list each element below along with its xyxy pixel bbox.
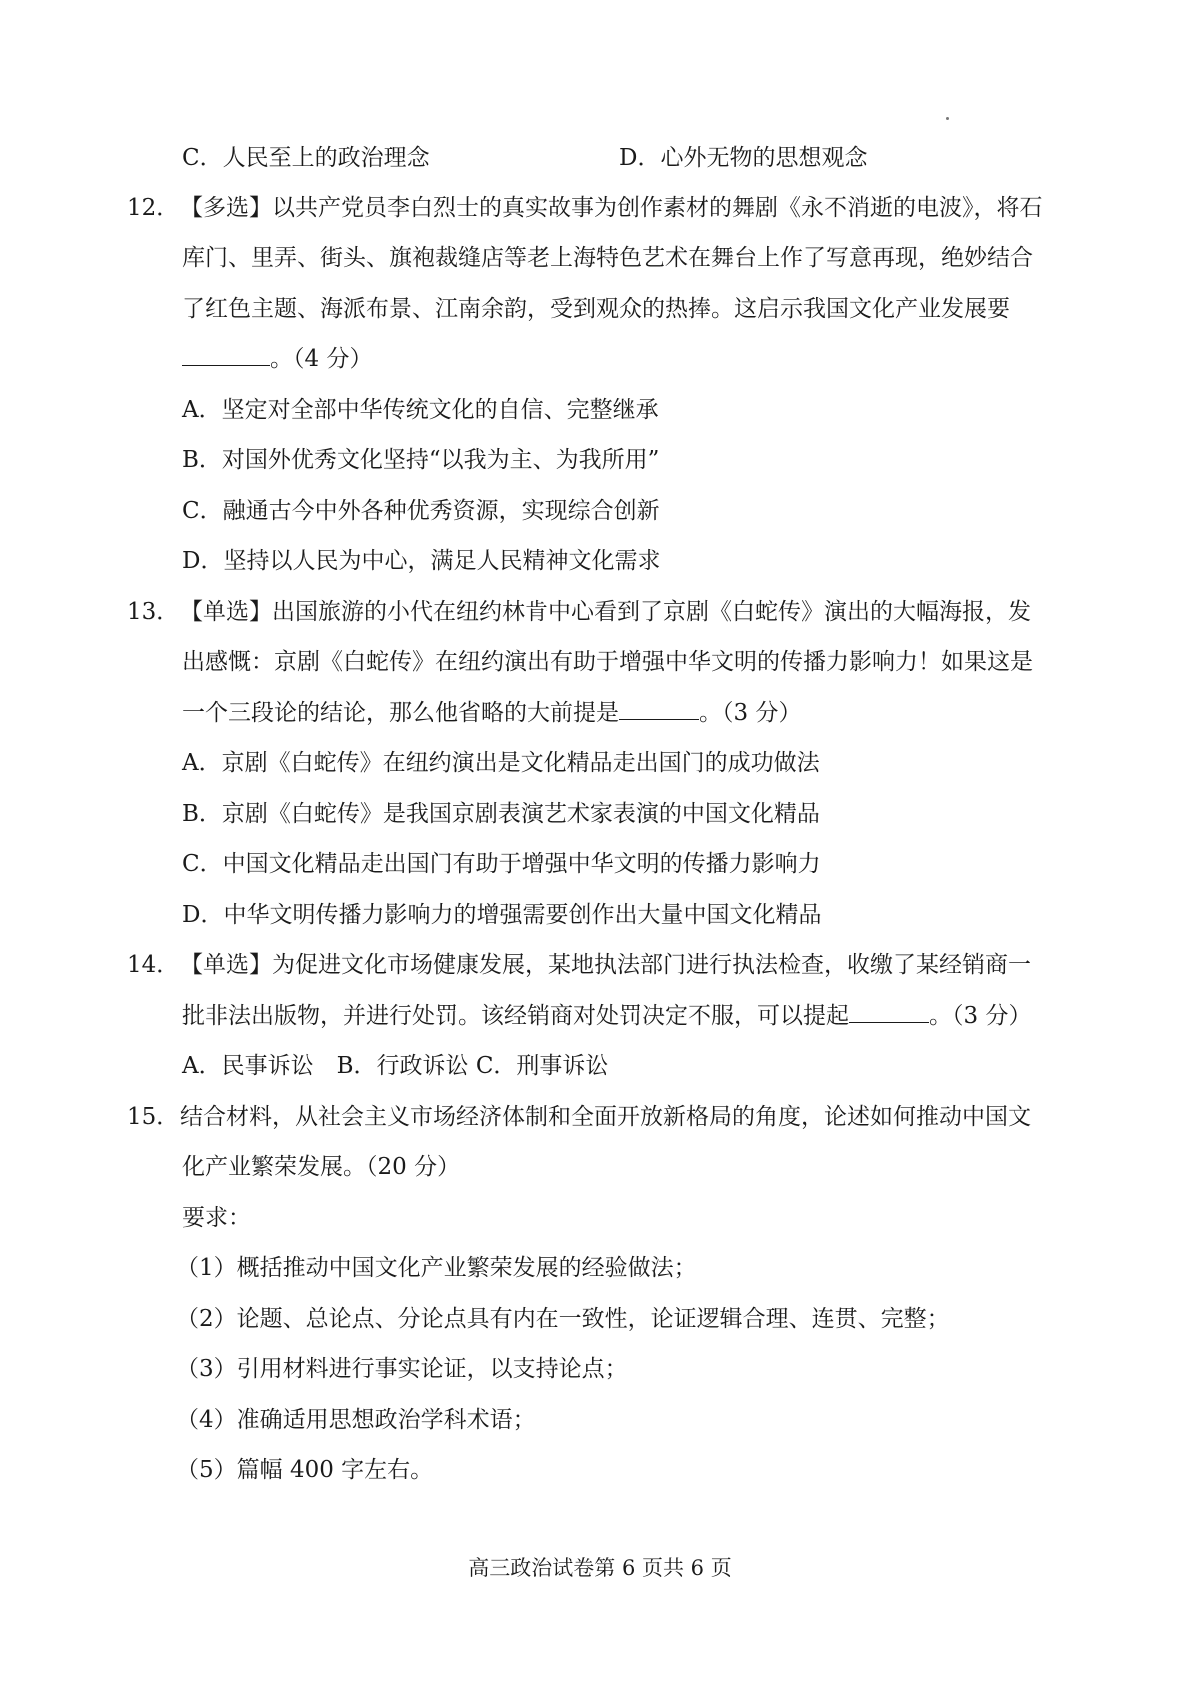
- q12-stem-line3: 了红色主题、海派布景、江南余韵，受到观众的热捧。这启示我国文化产业发展要: [182, 296, 1010, 322]
- q15-requirement-2: （2）论题、总论点、分论点具有内在一致性，论证逻辑合理、连贯、完整；: [176, 1306, 950, 1332]
- q13-stem-line3-text: 一个三段论的结论，那么他省略的大前提是: [182, 700, 619, 726]
- q12-number: 12．: [127, 195, 180, 221]
- q15-requirement-1: （1）概括推动中国文化产业繁荣发展的经验做法；: [176, 1255, 697, 1281]
- q13-stem-line1: 【单选】出国旅游的小代在纽约林肯中心看到了京剧《白蛇传》演出的大幅海报，发: [180, 599, 1031, 625]
- q11-option-c: C．人民至上的政治理念: [182, 145, 430, 171]
- q13-stem-line3: [182, 696, 801, 730]
- answer-blank: [849, 1000, 929, 1023]
- q11-option-d: D．心外无物的思想观念: [619, 145, 868, 171]
- q12-option-d: D．坚持以人民为中心，满足人民精神文化需求: [182, 548, 661, 574]
- scan-speck: [946, 117, 949, 120]
- q13-score: 。（3 分）: [699, 700, 802, 726]
- q13-option-a: A．京剧《白蛇传》在纽约演出是文化精品走出国门的成功做法: [182, 750, 820, 776]
- q15-requirements-title: 要求：: [182, 1205, 251, 1231]
- q12-option-c: C．融通古今中外各种优秀资源，实现综合创新: [182, 498, 660, 524]
- q14-stem-line2-text: 批非法出版物，并进行处罚。该经销商对处罚决定不服，可以提起: [182, 1003, 849, 1029]
- q12-score: 。（4 分）: [270, 346, 373, 372]
- q13-option-c: C．中国文化精品走出国门有助于增强中华文明的传播力影响力: [182, 851, 821, 877]
- q15-requirement-5: （5）篇幅 400 字左右。: [176, 1457, 434, 1483]
- q13-option-d: D．中华文明传播力影响力的增强需要创作出大量中国文化精品: [182, 902, 822, 928]
- q12-option-b: B．对国外优秀文化坚持“以我为主、为我所用”: [182, 447, 660, 473]
- q14-stem-line1: 【单选】为促进文化市场健康发展，某地执法部门进行执法检查，收缴了某经销商一: [180, 952, 1031, 978]
- q13-number: 13．: [127, 599, 180, 625]
- answer-blank: [619, 697, 699, 720]
- answer-blank: [182, 343, 270, 366]
- q15-stem-line2: 化产业繁荣发展。（20 分）: [182, 1154, 461, 1180]
- q14-options: A．民事诉讼 B．行政诉讼 C．刑事诉讼: [182, 1053, 609, 1079]
- q14-number: 14．: [127, 952, 180, 978]
- q12-option-a: A．坚定对全部中华传统文化的自信、完整继承: [182, 397, 659, 423]
- q15-number: 15．: [127, 1104, 180, 1130]
- q13-stem-line2: 出感慨：京剧《白蛇传》在纽约演出有助于增强中华文明的传播力影响力！如果这是: [182, 649, 1033, 675]
- q15-stem-line1: 结合材料，从社会主义市场经济体制和全面开放新格局的角度，论述如何推动中国文: [180, 1104, 1031, 1130]
- q15-requirement-4: （4）准确适用思想政治学科术语；: [176, 1407, 536, 1433]
- q15-requirement-3: （3）引用材料进行事实论证，以支持论点；: [176, 1356, 628, 1382]
- q12-stem-line1: 【多选】以共产党员李白烈士的真实故事为创作素材的舞剧《永不消逝的电波》，将石: [180, 195, 1043, 221]
- q14-score: 。（3 分）: [929, 1003, 1032, 1029]
- q12-stem-line4: [182, 342, 372, 376]
- q14-stem-line2: [182, 999, 1031, 1033]
- q12-stem-line2: 库门、里弄、街头、旗袍裁缝店等老上海特色艺术在舞台上作了写意再现，绝妙结合: [182, 245, 1033, 271]
- page-footer: 高三政治试卷第 6 页共 6 页: [468, 1556, 732, 1580]
- q13-option-b: B．京剧《白蛇传》是我国京剧表演艺术家表演的中国文化精品: [182, 801, 820, 827]
